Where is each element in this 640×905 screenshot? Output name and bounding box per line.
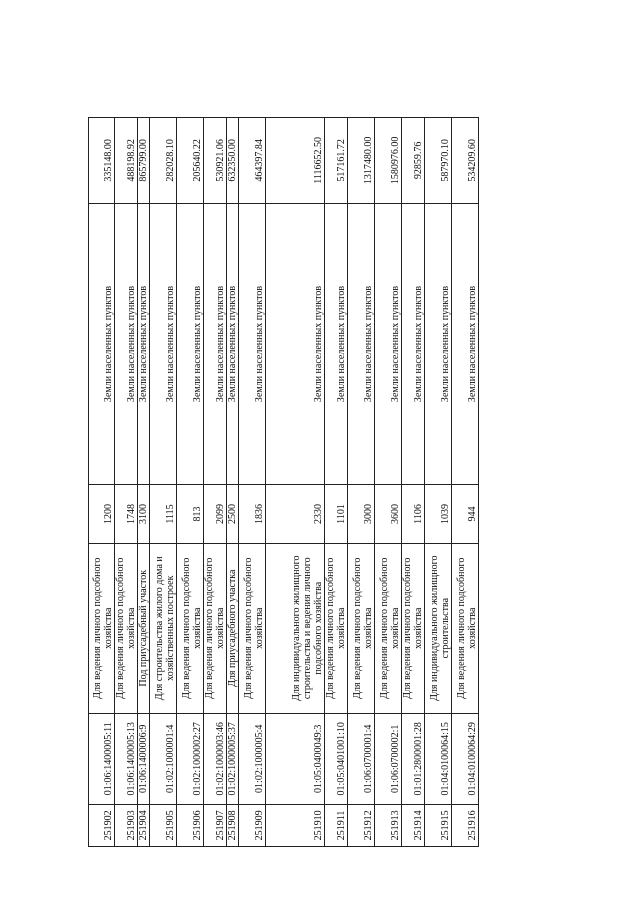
table-row	[177, 118, 204, 847]
land-category: Земли населенных пунктов	[138, 203, 150, 485]
area-sqm: 2099	[204, 485, 227, 543]
land-parcels-table	[88, 117, 479, 847]
land-category: Земли населенных пунктов	[375, 203, 402, 485]
row-id: 251916	[452, 804, 479, 846]
permitted-use: Для ведения личного подсобного хозяйства	[452, 543, 479, 713]
table-row	[325, 118, 348, 847]
row-id: 251911	[325, 804, 348, 846]
cadastral-number: 01:02:1000003:46	[204, 713, 227, 804]
table-row	[452, 118, 479, 847]
permitted-use: Для приусадебного участка	[227, 543, 239, 713]
area-sqm: 2330	[266, 485, 325, 543]
cadastral-value: 530921.06	[204, 118, 227, 204]
cadastral-number: 01:06:1400005:13	[115, 713, 138, 804]
table-row	[89, 118, 115, 847]
row-id: 251908	[227, 804, 239, 846]
row-id: 251902	[89, 804, 115, 846]
cadastral-value: 865799.00	[138, 118, 150, 204]
cadastral-value: 1116652.50	[266, 118, 325, 204]
permitted-use: Для ведения личного подсобного хозяйства	[239, 543, 266, 713]
cadastral-value: 335148.00	[89, 118, 115, 204]
cadastral-number: 01:05:0400049:3	[266, 713, 325, 804]
area-sqm: 3000	[348, 485, 375, 543]
table-row	[402, 118, 425, 847]
table-row	[375, 118, 402, 847]
row-id: 251905	[150, 804, 177, 846]
cadastral-value: 1580976.00	[375, 118, 402, 204]
land-category: Земли населенных пунктов	[425, 203, 452, 485]
cadastral-value: 92859.76	[402, 118, 425, 204]
permitted-use: Для ведения личного подсобного хозяйства	[177, 543, 204, 713]
area-sqm: 2500	[227, 485, 239, 543]
cadastral-number: 01:06:0700002:1	[375, 713, 402, 804]
area-sqm: 1101	[325, 485, 348, 543]
permitted-use: Для индивидуального жилищного строительства	[425, 543, 452, 713]
land-category: Земли населенных пунктов	[266, 203, 325, 485]
table-row	[227, 118, 239, 847]
cadastral-number: 01:04:0100064:29	[452, 713, 479, 804]
area-sqm: 1106	[402, 485, 425, 543]
land-category: Земли населенных пунктов	[239, 203, 266, 485]
table-row	[115, 118, 138, 847]
land-category: Земли населенных пунктов	[452, 203, 479, 485]
cadastral-number: 01:02:1000005:37	[227, 713, 239, 804]
area-sqm: 944	[452, 485, 479, 543]
land-category: Земли населенных пунктов	[89, 203, 115, 485]
land-category: Земли населенных пунктов	[115, 203, 138, 485]
row-id: 251912	[348, 804, 375, 846]
cadastral-value: 587970.10	[425, 118, 452, 204]
cadastral-value: 464397.84	[239, 118, 266, 204]
row-id: 251907	[204, 804, 227, 846]
area-sqm: 1115	[150, 485, 177, 543]
cadastral-number: 01:02:1000005:4	[239, 713, 266, 804]
permitted-use: Для ведения личного подсобного хозяйства	[115, 543, 138, 713]
land-category: Земли населенных пунктов	[177, 203, 204, 485]
permitted-use: Для ведения личного подсобного хозяйства	[325, 543, 348, 713]
cadastral-value: 517161.72	[325, 118, 348, 204]
row-id: 251915	[425, 804, 452, 846]
row-id: 251903	[115, 804, 138, 846]
row-id: 251906	[177, 804, 204, 846]
cadastral-number: 01:06:0700001:4	[348, 713, 375, 804]
permitted-use: Для ведения личного подсобного хозяйства	[89, 543, 115, 713]
row-id: 251913	[375, 804, 402, 846]
land-category: Земли населенных пунктов	[150, 203, 177, 485]
table-row	[348, 118, 375, 847]
cadastral-value: 205640.22	[177, 118, 204, 204]
cadastral-number: 01:02:1000002:27	[177, 713, 204, 804]
table-row	[239, 118, 266, 847]
cadastral-number: 01:02:1000001:4	[150, 713, 177, 804]
area-sqm: 1748	[115, 485, 138, 543]
table-row	[204, 118, 227, 847]
area-sqm: 1836	[239, 485, 266, 543]
table-row	[425, 118, 452, 847]
table-row	[266, 118, 325, 847]
table-body	[89, 118, 479, 847]
area-sqm: 813	[177, 485, 204, 543]
row-id: 251904	[138, 804, 150, 846]
area-sqm: 1039	[425, 485, 452, 543]
cadastral-value: 534209.60	[452, 118, 479, 204]
land-category: Земли населенных пунктов	[325, 203, 348, 485]
land-category: Земли населенных пунктов	[348, 203, 375, 485]
rotated-page	[88, 117, 522, 847]
permitted-use: Под приусадебный участок	[138, 543, 150, 713]
cadastral-value: 282028.10	[150, 118, 177, 204]
cadastral-number: 01:06:1400006:9	[138, 713, 150, 804]
permitted-use: Для строительства жилого дома и хозяйственных построек	[150, 543, 177, 713]
table-row	[138, 118, 150, 847]
cadastral-number: 01:01:2800001:28	[402, 713, 425, 804]
table-row	[150, 118, 177, 847]
land-category: Земли населенных пунктов	[227, 203, 239, 485]
area-sqm: 1200	[89, 485, 115, 543]
row-id: 251909	[239, 804, 266, 846]
permitted-use: Для ведения личного подсобного хозяйства	[402, 543, 425, 713]
permitted-use: Для ведения личного подсобного хозяйства	[375, 543, 402, 713]
row-id: 251914	[402, 804, 425, 846]
permitted-use: Для индивидуального жилищного строительства и ведения личного подсобного хозяйства	[266, 543, 325, 713]
cadastral-value: 488198.92	[115, 118, 138, 204]
area-sqm: 3100	[138, 485, 150, 543]
cadastral-number: 01:05:0401001:10	[325, 713, 348, 804]
land-category: Земли населенных пунктов	[402, 203, 425, 485]
cadastral-value: 632350.00	[227, 118, 239, 204]
cadastral-value: 1317480.00	[348, 118, 375, 204]
row-id: 251910	[266, 804, 325, 846]
cadastral-number: 01:04:0100064:15	[425, 713, 452, 804]
land-category: Земли населенных пунктов	[204, 203, 227, 485]
permitted-use: Для ведения личного подсобного хозяйства	[348, 543, 375, 713]
cadastral-number: 01:06:1400005:11	[89, 713, 115, 804]
area-sqm: 3600	[375, 485, 402, 543]
permitted-use: Для ведения личного подсобного хозяйства	[204, 543, 227, 713]
